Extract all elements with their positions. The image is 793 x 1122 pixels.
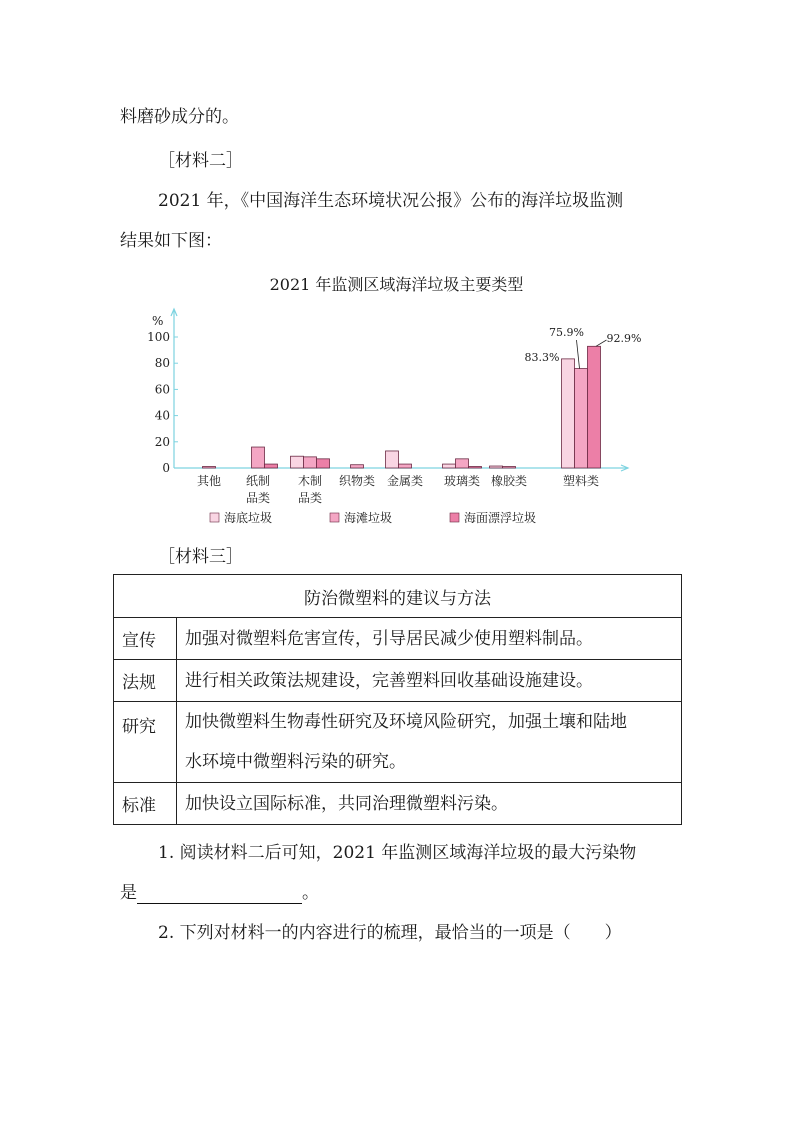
bar (588, 346, 601, 468)
data-label: 75.9% (549, 326, 584, 339)
question-1-answer-line (120, 882, 319, 904)
y-axis-unit: % (152, 314, 164, 328)
row-value (177, 702, 682, 783)
bar (351, 465, 364, 468)
row-value: 加强对微塑料危害宣传，引导居民减少使用塑料制品。 (177, 618, 682, 660)
legend-swatch (450, 513, 459, 522)
question-1-suffix: 。 (302, 883, 319, 903)
legend-label: 海滩垃圾 (344, 511, 393, 525)
bar (490, 466, 503, 468)
text-line: 料磨砂成分的。 (120, 107, 239, 127)
x-tick-label: 橡胶类 (490, 474, 528, 488)
legend-label: 海面漂浮垃圾 (464, 511, 537, 525)
x-tick-label: 纸制 (245, 474, 271, 488)
question-1: 1. 阅读材料二后可知，2021 年监测区域海洋垃圾的最大污染物 (158, 843, 637, 863)
x-tick-label: 其他 (196, 474, 222, 488)
y-tick-label: 20 (154, 434, 170, 449)
row-key: 宣传 (114, 618, 177, 660)
legend-swatch (330, 513, 339, 522)
table-row (114, 783, 682, 825)
x-tick-label: 品类 (245, 491, 271, 505)
bar (265, 464, 278, 468)
bar (399, 464, 412, 468)
bar (456, 459, 469, 468)
y-tick-label: 60 (154, 382, 170, 397)
row-key: 法规 (114, 660, 177, 702)
x-tick-label: 织物类 (338, 474, 376, 488)
bar (562, 359, 575, 468)
x-tick-label: 玻璃类 (443, 474, 481, 488)
row-value-line: 水环境中微塑料污染的研究。 (185, 752, 406, 772)
paragraph-line: 2021 年，《中国海洋生态环境状况公报》公布的海洋垃圾监测 (158, 191, 624, 211)
chart-title: 2021 年监测区域海洋垃圾主要类型 (269, 275, 524, 294)
x-tick-label: 金属类 (386, 474, 424, 488)
bar (304, 457, 317, 468)
material-three-label: ［材料三］ (158, 547, 243, 567)
data-label: 92.9% (606, 332, 642, 345)
question-2-text: 2. 下列对材料一的内容进行的梳理，最恰当的一项是（ (158, 923, 571, 943)
row-value: 进行相关政策法规建设，完善塑料回收基础设施建设。 (177, 660, 682, 702)
question-2 (158, 922, 622, 944)
question-2-close: ） (604, 923, 622, 943)
y-tick-label: 80 (154, 356, 170, 371)
table-row (114, 660, 682, 702)
paragraph-line: 结果如下图： (120, 231, 222, 251)
y-tick-label: 40 (154, 408, 170, 423)
question-1-prefix: 是 (120, 883, 137, 903)
row-key: 研究 (114, 702, 177, 783)
y-tick-label: 100 (147, 330, 170, 344)
material-two-label: ［材料二］ (158, 151, 243, 171)
bar (317, 459, 330, 468)
bar (575, 369, 588, 468)
bar (203, 467, 216, 469)
bar (386, 451, 399, 468)
legend-swatch (210, 513, 219, 522)
row-key: 标准 (114, 783, 177, 825)
bar (443, 464, 456, 468)
row-value: 加快设立国际标准，共同治理微塑料污染。 (177, 783, 682, 825)
bar (291, 456, 304, 468)
table-title: 防治微塑料的建议与方法 (114, 575, 682, 618)
table-row (114, 702, 682, 783)
y-tick-label: 0 (162, 461, 170, 475)
bar (503, 467, 516, 469)
row-value-line: 加快微塑料生物毒性研究及环境风险研究，加强土壤和陆地 (185, 712, 627, 732)
bar (252, 447, 265, 468)
bar (469, 467, 482, 469)
legend-label: 海底垃圾 (224, 511, 273, 525)
data-label: 83.3% (524, 350, 560, 364)
table-row (114, 618, 682, 660)
x-tick-label: 品类 (297, 491, 323, 505)
answer-blank[interactable] (137, 885, 302, 904)
suggestions-table (113, 574, 682, 825)
x-tick-label: 塑料类 (562, 474, 600, 488)
bar-chart (140, 300, 660, 535)
x-tick-label: 木制 (297, 474, 323, 488)
